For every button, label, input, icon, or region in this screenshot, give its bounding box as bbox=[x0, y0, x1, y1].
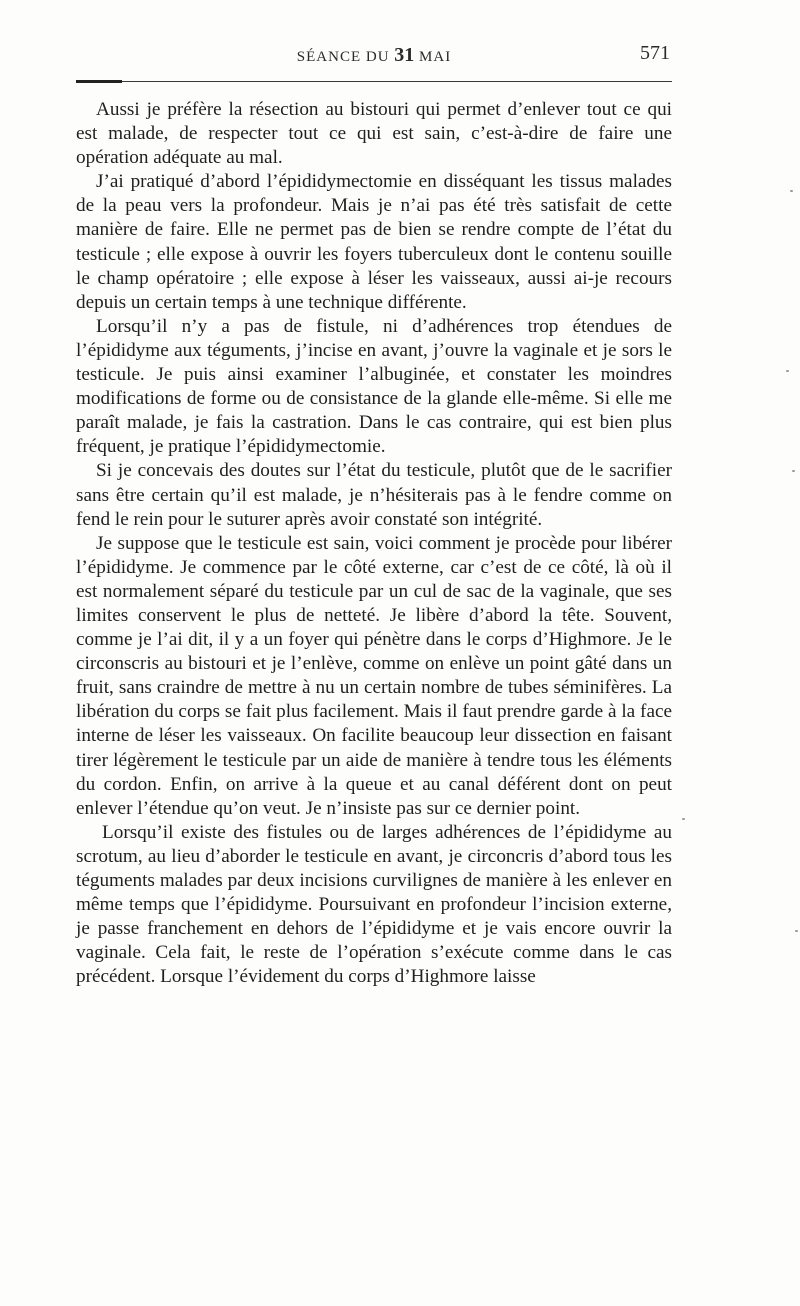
paper-speck bbox=[790, 190, 793, 192]
running-title-day: 31 bbox=[394, 44, 415, 66]
paragraph-1: Aussi je préfère la résection au bistouri qui permet d’enlever tout ce qui est malade, de respecter tout ce qui est sain, c’est-à-dire de faire une opération adéquate au mal. bbox=[76, 99, 672, 169]
paper-speck bbox=[786, 370, 789, 372]
paragraph-3: Lorsqu’il n’y a pas de fistule, ni d’adhérences trop étendues de l’épididyme aux téguments, j’incise en avant, j’ouvre la vaginale et je sors le testicule. Je puis ainsi examiner l’albuginée, et constater les moindres modifications de forme ou de consistance de la glande elle-même. Si elle me paraît malade, je fais la castration. Dans le cas contraire, qui est bien plus fréquent, je pratique l’épididymectomie. bbox=[76, 315, 672, 458]
body-text bbox=[76, 98, 672, 989]
header-rule bbox=[76, 81, 672, 82]
running-title-prefix: SÉANCE DU bbox=[296, 49, 390, 65]
running-title bbox=[76, 44, 672, 67]
running-head bbox=[76, 44, 672, 70]
paragraph-4: Si je concevais des doutes sur l’état du testicule, plutôt que de le sacrifier sans être certain qu’il est malade, je n’hésiterais pas à le fendre comme on fend le rein pour le suturer après avoir constaté son intégrité. bbox=[76, 460, 672, 530]
paper-speck bbox=[792, 470, 795, 472]
paper-speck bbox=[795, 930, 798, 932]
paper-speck bbox=[682, 818, 685, 820]
paragraph-5: Je suppose que le testicule est sain, voici comment je procède pour libérer l’épididyme. Je commence par le côté externe, car c’est de ce côté, là où il est normalement séparé du testicule par un cul de sac de la vaginale, que ses limites conservent le plus de netteté. Je libère d’abord la tête. Souvent, comme je l’ai dit, il y a un foyer qui pénètre dans le corps d’Highmore. Je le circonscris au bistouri et je l’enlève, comme on enlève un point gâté dans un fruit, sans craindre de mettre à nu un certain nombre de tubes séminifères. La libération du corps se fait plus facilement. Mais il faut prendre garde à la face interne de léser les vaisseaux. On facilite beaucoup leur dissection en faisant tirer légèrement le testicule par un aide de manière à tendre tous les éléments du cordon. Enfin, on arrive à la queue et au canal déférent dont on peut enlever l’étendue qu’on veut. Je n’insiste pas sur ce dernier point. bbox=[76, 532, 672, 819]
page-number: 571 bbox=[640, 42, 670, 64]
paragraph-6: Lorsqu’il existe des fistules ou de larges adhérences de l’épididyme au scrotum, au lieu d’aborder le testicule en avant, je circoncris d’abord tous les téguments malades par deux incisions curvilignes de manière à les enlever en même temps que l’épididyme. Poursuivant en profondeur l’incision externe, je passe franchement en dehors de l’épididyme et je vais encore ouvrir la vaginale. Cela fait, le reste de l’opération s’exécute comme dans le cas précédent. Lorsque l’évidement du corps d’Highmore laisse bbox=[76, 821, 672, 988]
running-title-month: MAI bbox=[419, 49, 452, 65]
header-rule-accent bbox=[76, 80, 122, 83]
paragraph-2: J’ai pratiqué d’abord l’épididymectomie en disséquant les tissus malades de la peau vers la profondeur. Mais je n’ai pas été très satisfait de cette manière de faire. Elle ne permet pas de bien se rendre compte de l’état du testicule ; elle expose à ouvrir les foyers tuberculeux dont le contenu souille le champ opératoire ; elle expose à léser les vaisseaux, aussi ai-je recours depuis un certain temps à une technique différente. bbox=[76, 171, 672, 313]
